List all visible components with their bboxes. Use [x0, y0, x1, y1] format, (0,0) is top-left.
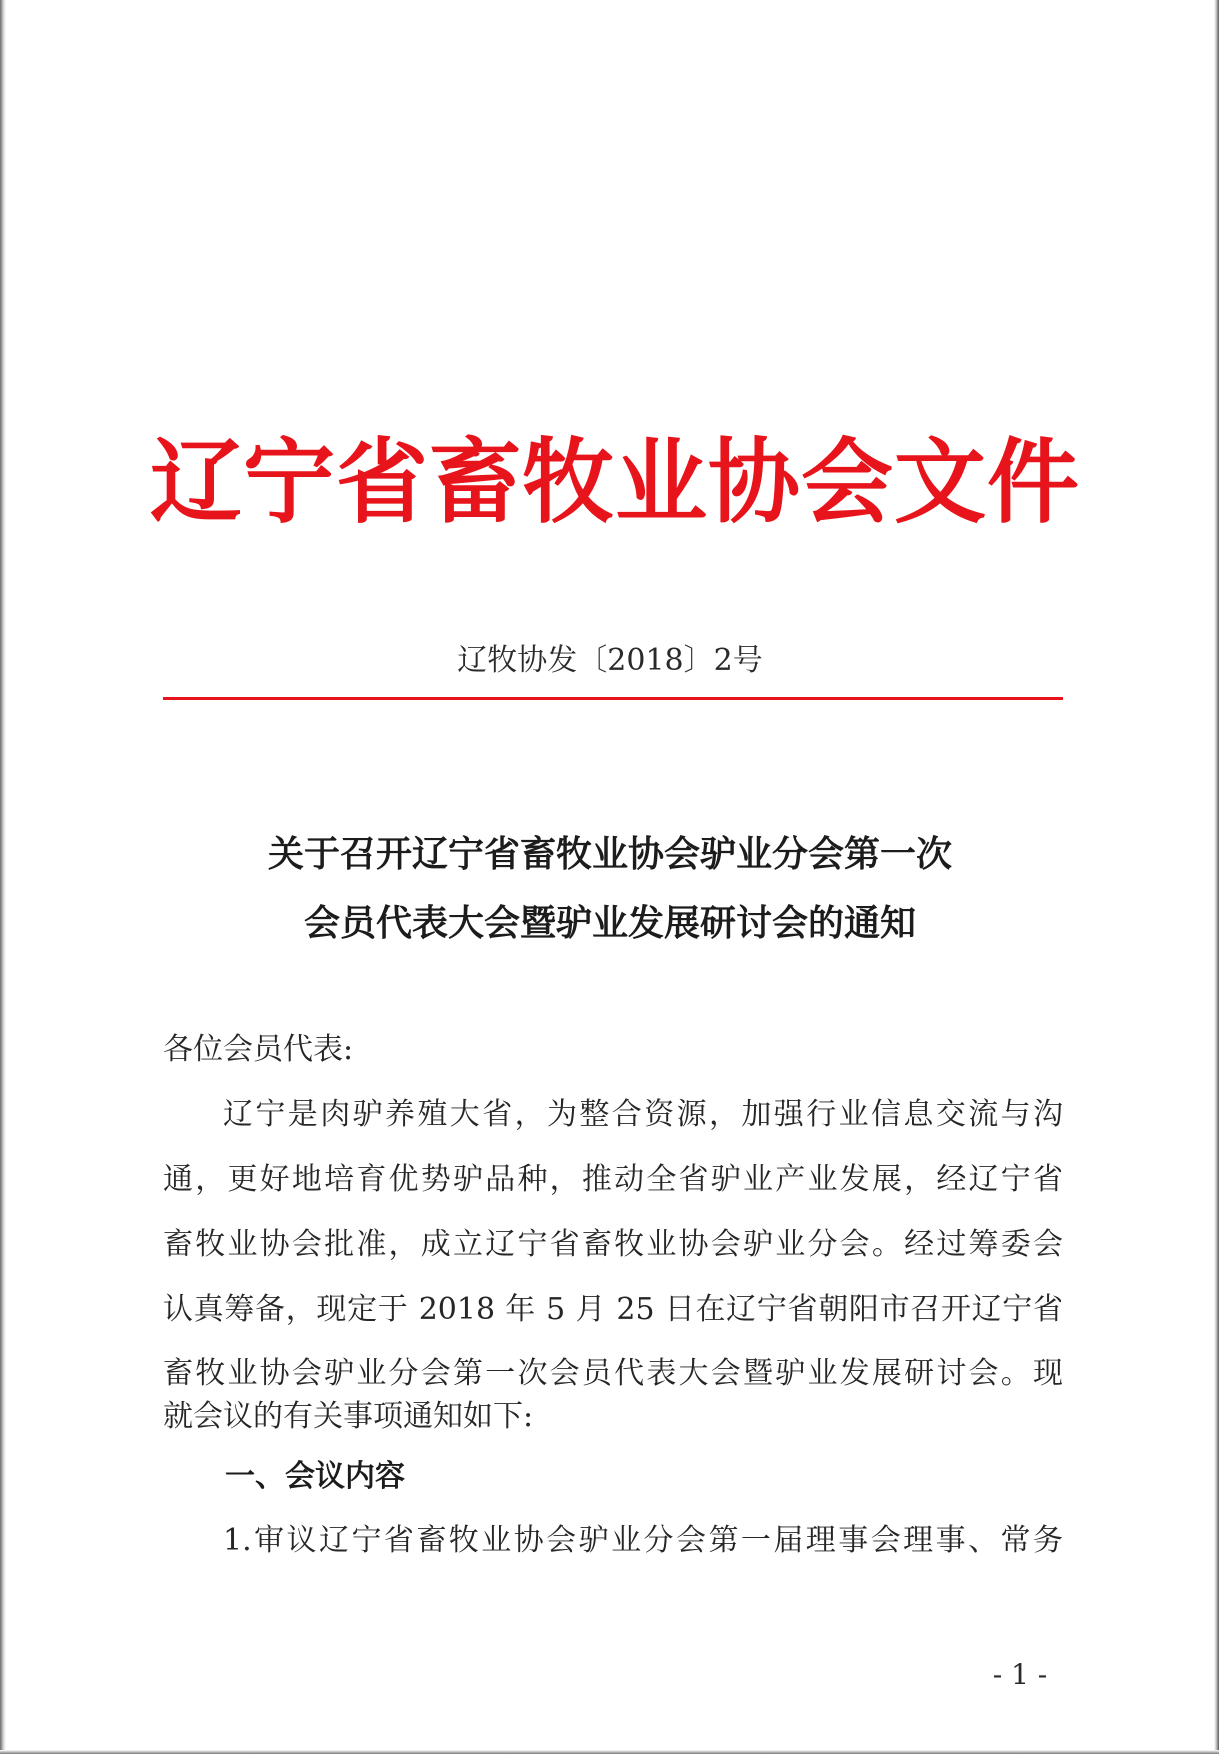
notice-title-line-2: 会员代表大会暨驴业发展研讨会的通知 [303, 902, 916, 944]
section-item: 1.审议辽宁省畜牧业协会驴业分会第一届理事会理事、常务 [223, 1523, 1063, 1558]
scan-edge-bottom [0, 1750, 1219, 1754]
body-line: 认真筹备，现定于 2018 年 5 月 25 日在辽宁省朝阳市召开辽宁省 [163, 1292, 1063, 1327]
section-heading: 一、会议内容 [225, 1459, 405, 1494]
body-line: 畜牧业协会批准，成立辽宁省畜牧业协会驴业分会。经过筹委会 [163, 1227, 1063, 1262]
body-line: 辽宁是肉驴养殖大省，为整合资源，加强行业信息交流与沟 [223, 1097, 1063, 1132]
red-divider-rule [163, 697, 1063, 700]
body-line: 就会议的有关事项通知如下: [163, 1399, 534, 1434]
document-header-title: 辽宁省畜牧业协会文件 [150, 429, 1081, 536]
document-number: 辽牧协发〔2018〕2号 [457, 643, 763, 678]
scan-edge-left [0, 0, 6, 1754]
page-number: - 1 - [992, 1658, 1048, 1691]
body-line: 畜牧业协会驴业分会第一次会员代表大会暨驴业发展研讨会。现 [163, 1356, 1063, 1391]
notice-title-line-1: 关于召开辽宁省畜牧业协会驴业分会第一次 [267, 833, 952, 875]
body-line: 通，更好地培育优势驴品种，推动全省驴业产业发展，经辽宁省 [163, 1162, 1063, 1197]
salutation: 各位会员代表: [163, 1032, 354, 1067]
scan-edge-right [1214, 0, 1219, 1754]
